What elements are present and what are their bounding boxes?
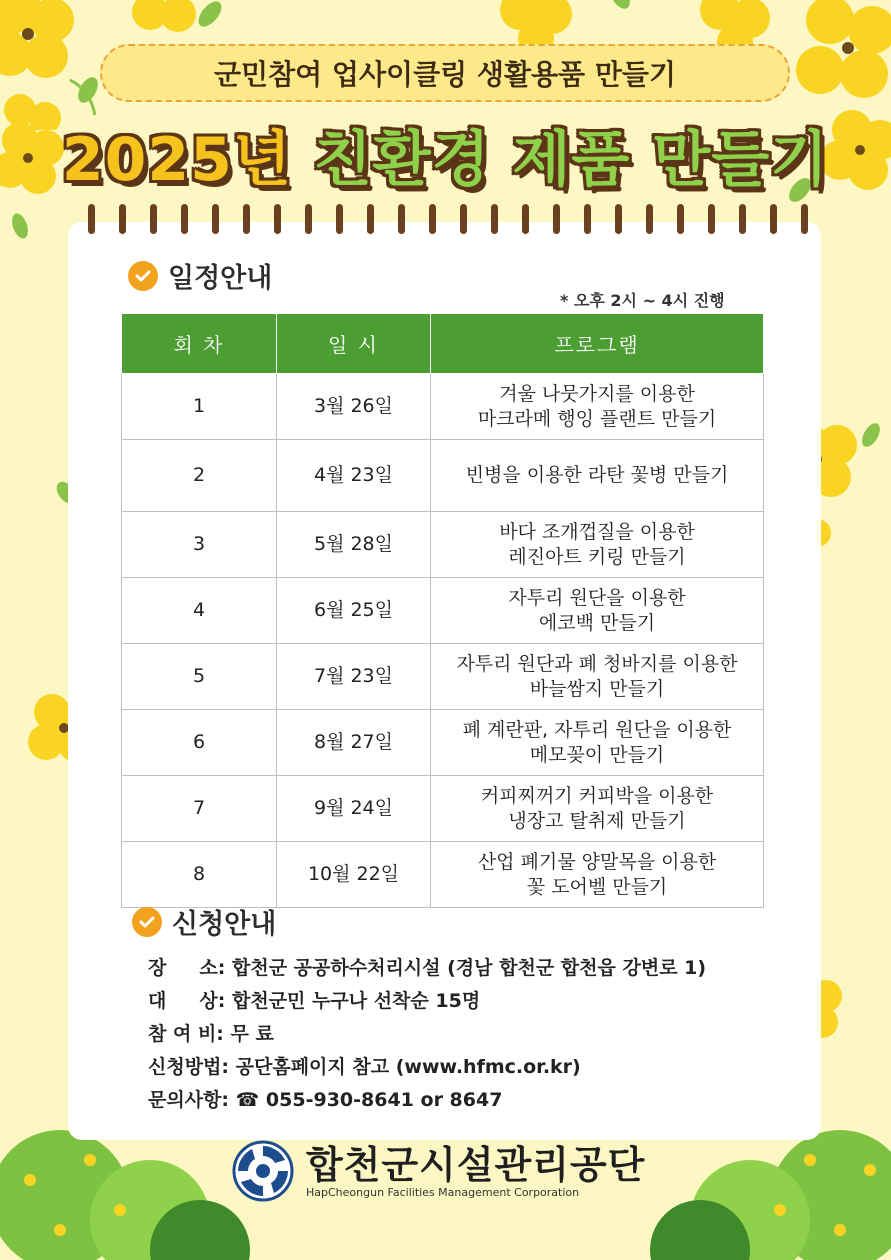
program-line1: 빈병을 이용한 라탄 꽃병 만들기 xyxy=(465,464,729,486)
info-label: 대 상: xyxy=(148,990,232,1012)
cell-date: 7월 23일 xyxy=(277,644,431,710)
application-heading-text: 신청안내 xyxy=(172,909,277,940)
binder-ring xyxy=(336,204,343,234)
binder-ring xyxy=(491,204,498,234)
cell-program xyxy=(431,512,764,578)
binder-ring xyxy=(243,204,250,234)
check-icon xyxy=(128,261,158,291)
program-line1: 자투리 원단과 폐 청바지를 이용한 xyxy=(456,652,738,675)
info-value: 공단홈페이지 참고 (www.hfmc.or.kr) xyxy=(235,1056,581,1078)
cell-round: 7 xyxy=(122,776,277,842)
cell-program xyxy=(431,440,764,512)
table-row xyxy=(122,776,764,842)
cell-date: 9월 24일 xyxy=(277,776,431,842)
binder-ring xyxy=(181,204,188,234)
cell-round: 3 xyxy=(122,512,277,578)
binder-ring xyxy=(646,204,653,234)
binder-ring xyxy=(739,204,746,234)
info-value: 무 료 xyxy=(230,1023,274,1045)
cell-program xyxy=(431,578,764,644)
table-header-row xyxy=(122,314,764,374)
program-line2: 에코백 만들기 xyxy=(538,611,656,634)
schedule-heading-text: 일정안내 xyxy=(168,263,273,294)
cell-date: 8월 27일 xyxy=(277,710,431,776)
binder-ring xyxy=(212,204,219,234)
org-name-korean: 합천군시설관리공단 xyxy=(306,1142,646,1187)
cell-round: 5 xyxy=(122,644,277,710)
program-line1: 커피찌꺼기 커피박을 이용한 xyxy=(480,784,714,807)
binder-ring xyxy=(274,204,281,234)
binder-ring xyxy=(553,204,560,234)
schedule-heading xyxy=(128,256,272,295)
binder-ring xyxy=(88,204,95,234)
page-title xyxy=(0,112,891,198)
info-target xyxy=(148,985,706,1018)
column-header-program: 프로그램 xyxy=(431,314,764,374)
cell-program xyxy=(431,644,764,710)
cell-program xyxy=(431,776,764,842)
info-label: 장 소: xyxy=(148,957,232,979)
cell-date: 10월 22일 xyxy=(277,842,431,908)
org-emblem-icon xyxy=(232,1140,294,1202)
binder-ring xyxy=(677,204,684,234)
program-line1: 폐 계란판, 자투리 원단을 이용한 xyxy=(462,718,732,741)
binder-ring xyxy=(615,204,622,234)
program-line2: 냉장고 탈취제 만들기 xyxy=(508,809,686,832)
binder-ring xyxy=(801,204,808,234)
table-row xyxy=(122,374,764,440)
info-value: 합천군 공공하수처리시설 (경남 합천군 합천읍 강변로 1) xyxy=(232,957,707,979)
binder-ring xyxy=(522,204,529,234)
binder-rings xyxy=(88,204,808,240)
info-location xyxy=(148,952,706,985)
binder-ring xyxy=(429,204,436,234)
cell-round: 4 xyxy=(122,578,277,644)
program-line2: 꽃 도어벨 만들기 xyxy=(526,875,668,898)
program-line2: 메모꽂이 만들기 xyxy=(529,743,665,766)
binder-ring xyxy=(770,204,777,234)
table-row xyxy=(122,440,764,512)
cell-program xyxy=(431,842,764,908)
column-header-round: 회 차 xyxy=(122,314,277,374)
binder-ring xyxy=(398,204,405,234)
info-label: 참 여 비: xyxy=(148,1023,231,1045)
check-icon xyxy=(132,907,162,937)
cell-round: 8 xyxy=(122,842,277,908)
organization-logo xyxy=(232,1140,645,1202)
program-line1: 겨울 나뭇가지를 이용한 xyxy=(499,382,695,405)
schedule-table xyxy=(121,313,764,908)
cell-round: 2 xyxy=(122,440,277,512)
binder-ring xyxy=(305,204,312,234)
program-line1: 자투리 원단을 이용한 xyxy=(508,586,686,609)
cell-program xyxy=(431,374,764,440)
title-rest: 친환경 제품 만들기 xyxy=(313,125,830,195)
cell-round: 6 xyxy=(122,710,277,776)
cell-date: 5월 28일 xyxy=(277,512,431,578)
table-row xyxy=(122,710,764,776)
info-value: 합천군민 누구나 선착순 15명 xyxy=(232,990,481,1012)
info-fee xyxy=(148,1018,706,1051)
org-name-english: HapCheongun Facilities Management Corporation xyxy=(306,1185,580,1199)
cell-date: 4월 23일 xyxy=(277,440,431,512)
decor-flower-top-left xyxy=(0,0,110,130)
column-header-date: 일 시 xyxy=(277,314,431,374)
subtitle-text: 군민참여 업사이클링 생활용품 만들기 xyxy=(213,58,676,91)
info-label: 문의사항: xyxy=(148,1089,236,1111)
cell-date: 3월 26일 xyxy=(277,374,431,440)
program-line2: 마크라메 행잉 플랜트 만들기 xyxy=(477,407,717,430)
decor-flower-top-center xyxy=(120,0,240,44)
subtitle-banner xyxy=(100,44,790,102)
table-row xyxy=(122,512,764,578)
binder-ring xyxy=(584,204,591,234)
application-heading xyxy=(132,902,276,941)
program-line2: 바늘쌈지 만들기 xyxy=(529,677,665,700)
binder-ring xyxy=(150,204,157,234)
info-value: ☎ 055-930-8641 or 8647 xyxy=(235,1089,503,1111)
binder-ring xyxy=(119,204,126,234)
time-note: * 오후 2시 ~ 4시 진행 xyxy=(560,291,725,310)
title-year: 2025년 xyxy=(61,125,292,195)
info-label: 신청방법: xyxy=(148,1056,236,1078)
table-row xyxy=(122,578,764,644)
cell-program xyxy=(431,710,764,776)
application-info xyxy=(148,952,706,1117)
cell-round: 1 xyxy=(122,374,277,440)
program-line1: 산업 폐기물 양말목을 이용한 xyxy=(477,850,717,873)
info-contact xyxy=(148,1084,706,1117)
program-line1: 바다 조개껍질을 이용한 xyxy=(499,520,695,543)
info-method xyxy=(148,1051,706,1084)
cell-date: 6월 25일 xyxy=(277,578,431,644)
table-row xyxy=(122,842,764,908)
table-row xyxy=(122,644,764,710)
binder-ring xyxy=(460,204,467,234)
binder-ring xyxy=(367,204,374,234)
binder-ring xyxy=(708,204,715,234)
program-line2: 레진아트 키링 만들기 xyxy=(508,545,686,568)
